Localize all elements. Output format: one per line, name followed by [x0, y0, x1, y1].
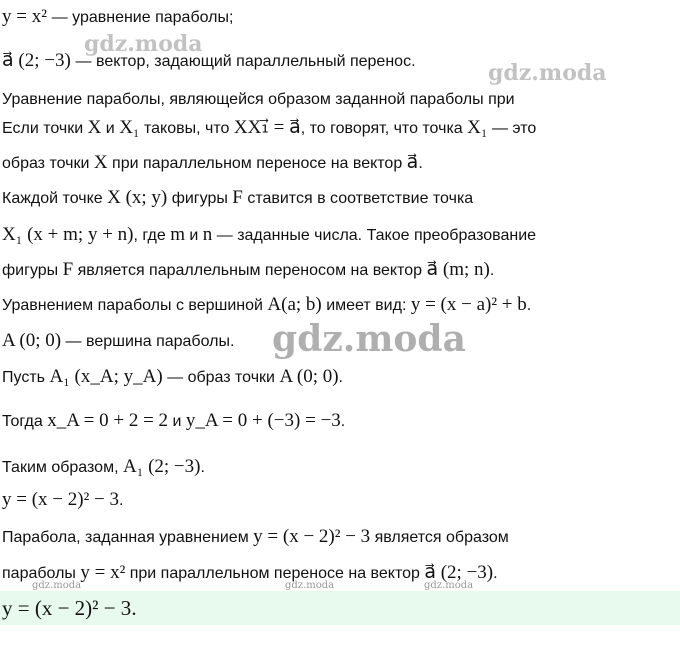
watermark: gdz.moda	[84, 31, 203, 57]
line-conclusion-1: Парабола, заданная уравнением y = (x − 2)² − 3 является образом	[2, 526, 509, 547]
answer-box	[0, 591, 680, 625]
line-vertex-form: Уравнением параболы с вершиной A(a; b) имеет вид: y = (x − a)² + b.	[2, 294, 532, 315]
line-definition-1: Если точки X и X₁ таковы, что XX₁⃗ = a⃗, то говорят, что точка X₁ — это	[2, 117, 537, 138]
line-task-statement: Уравнение параболы, являющейся образом заданной параболы при	[2, 91, 515, 108]
line-parabola-equation: y = x² — уравнение параболы;	[2, 6, 234, 27]
line-definition-2: образ точки X при параллельном переносе на вектор a⃗.	[2, 152, 423, 173]
line-vertex: A (0; 0) — вершина параболы.	[2, 330, 235, 351]
line-image-point: Пусть A₁ (x_A; y_A) — образ точки A (0; 0).	[2, 366, 343, 387]
line-mapping-2: X₁ (x + m; y + n), где m и n — заданные числа. Такое преобразование	[2, 224, 537, 245]
line-vector: a⃗ (2; −3) — вектор, задающий параллельный перенос.	[2, 50, 416, 71]
line-coordinates: Тогда x_A = 0 + 2 = 2 и y_A = 0 + (−3) = −3.	[2, 410, 346, 431]
line-mapping-1: Каждой точке X (x; y) фигуры F ставится в соответствие точка	[2, 187, 474, 208]
watermark: gdz.moda	[272, 318, 466, 360]
line-result-equation: y = (x − 2)² − 3.	[2, 489, 124, 510]
watermark: gdz.moda	[424, 580, 474, 591]
line-result-point: Таким образом, A₁ (2; −3).	[2, 456, 205, 477]
line-mapping-3: фигуры F является параллельным переносом на вектор a⃗ (m; n).	[2, 259, 495, 280]
line-conclusion-2: параболы y = x² при параллельном переносе на вектор a⃗ (2; −3).	[2, 562, 498, 583]
answer-equation: y = (x − 2)² − 3.	[2, 596, 137, 620]
watermark: gdz.moda	[32, 580, 82, 591]
watermark: gdz.moda	[285, 580, 335, 591]
watermark: gdz.moda	[488, 60, 607, 86]
